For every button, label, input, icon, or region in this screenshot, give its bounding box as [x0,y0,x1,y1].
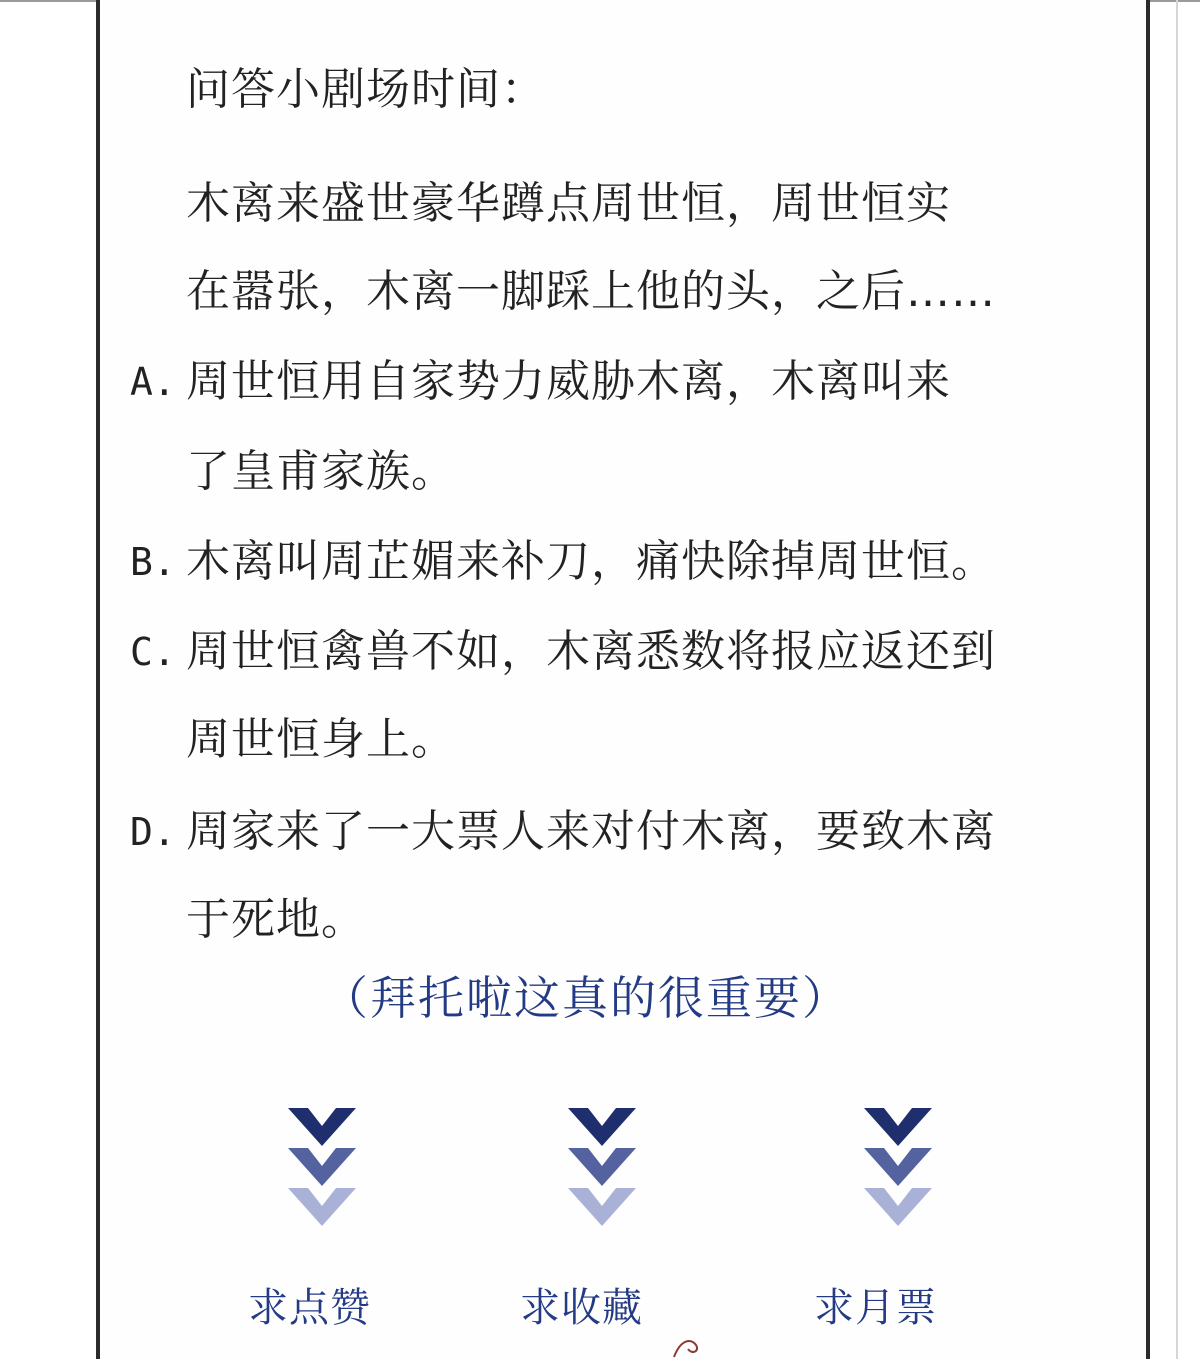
like-button[interactable]: 求点赞 [248,1285,371,1331]
question-line-2: 在嚣张，木离一脚踩上他的头，之后…… [186,266,996,317]
option-text-line-2: 周世恒身上。 [186,714,456,765]
quiz-heading: 问答小剧场时间： [186,64,546,115]
right-edge-line [1176,0,1178,1359]
monthly-ticket-button[interactable]: 求月票 [814,1285,937,1331]
option-text-line-1: 周世恒用自家势力威胁木离，木离叫来 [186,356,951,407]
option-text-line-2: 了皇甫家族。 [186,446,456,497]
plea-text: （拜托啦这真的很重要） [322,971,850,1025]
option-letter: C. [130,630,176,674]
option-text-line-1: 周家来了一大票人来对付木离，要致木离 [186,806,996,857]
option-letter: A. [130,360,176,404]
triple-chevron-down-icon [566,1104,638,1234]
triple-chevron-down-icon [286,1104,358,1234]
option-letter: B. [130,540,176,584]
option-text-line-1: 木离叫周芷媚来补刀，痛快除掉周世恒。 [186,536,996,587]
favorite-button[interactable]: 求收藏 [520,1285,643,1331]
triple-chevron-down-icon [862,1104,934,1234]
question-line-1: 木离来盛世豪华蹲点周世恒，周世恒实 [186,178,951,229]
option-letter: D. [130,810,176,854]
option-text-line-1: 周世恒禽兽不如，木离悉数将报应返还到 [186,626,996,677]
option-text-line-2: 于死地。 [186,894,366,945]
